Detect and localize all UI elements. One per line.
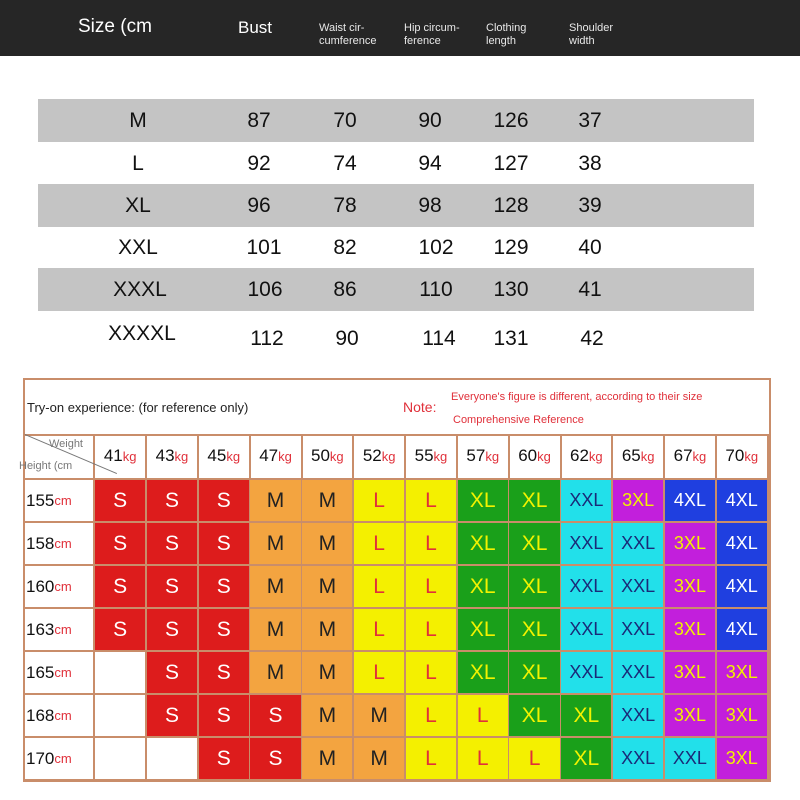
weight-value: 52	[362, 446, 382, 465]
size-label: 4XL	[673, 490, 706, 510]
size-label: XL	[573, 746, 600, 770]
size-label: M	[318, 617, 337, 641]
corner-weight-label: Weight	[48, 438, 83, 450]
size-label: L	[425, 746, 437, 770]
bust-cell: 112	[250, 327, 284, 350]
size-cell	[717, 652, 769, 695]
note-row	[25, 380, 769, 436]
size-cell	[302, 609, 354, 652]
size-cell	[354, 480, 406, 523]
weight-unit: kg	[640, 448, 655, 464]
size-cell	[147, 695, 199, 738]
size-label: XXL	[569, 619, 604, 639]
height-header	[25, 566, 95, 609]
height-header	[25, 609, 95, 652]
size-cell	[509, 652, 561, 695]
weight-header	[613, 434, 665, 480]
header-waist: Waist cir- cumference	[319, 22, 377, 47]
size-label: 4XL	[725, 619, 758, 639]
size-row	[38, 99, 754, 142]
size-label: S	[268, 703, 283, 727]
size-label: S	[216, 660, 231, 684]
height-value: 155	[26, 490, 55, 510]
note-label: Note:	[403, 399, 437, 415]
weight-header	[147, 434, 199, 480]
waist-cell: 70	[333, 109, 357, 132]
size-label: S	[216, 617, 231, 641]
size-cell	[458, 523, 510, 566]
size-label: XXL	[569, 533, 604, 553]
size-cell	[250, 609, 302, 652]
size-cell	[665, 566, 717, 609]
height-unit: cm	[54, 751, 72, 766]
size-label: L	[425, 617, 437, 641]
size-cell	[199, 652, 251, 695]
size-label: XXL	[621, 576, 656, 596]
size-row	[38, 312, 754, 355]
size-label: S	[164, 574, 179, 598]
size-label: L	[425, 703, 437, 727]
size-cell	[509, 609, 561, 652]
weight-value: 57	[466, 446, 486, 465]
size-cell	[561, 652, 613, 695]
height-value: 165	[26, 662, 55, 682]
shoulder-cell: 42	[580, 327, 604, 350]
size-cell	[302, 480, 354, 523]
size-cell	[561, 695, 613, 738]
size-cell	[406, 695, 458, 738]
size-label: L	[373, 531, 385, 555]
height-header	[25, 738, 95, 781]
size-label: S	[216, 574, 231, 598]
weight-value: 65	[621, 446, 641, 465]
size-cell	[406, 738, 458, 781]
size-cell	[458, 609, 510, 652]
size-cell	[95, 609, 147, 652]
hip-cell: 94	[418, 152, 442, 175]
size-cell	[561, 609, 613, 652]
size-label: 3XL	[673, 576, 706, 596]
hip-cell: 110	[419, 278, 453, 301]
size-cell	[302, 566, 354, 609]
bust-cell: 87	[247, 109, 271, 132]
size-label: M	[266, 488, 285, 512]
size-label: S	[113, 574, 128, 598]
size-cell	[458, 652, 510, 695]
height-unit: cm	[54, 579, 72, 594]
size-cell	[613, 480, 665, 523]
size-label: XL	[573, 703, 600, 727]
size-cell	[147, 480, 199, 523]
weight-unit: kg	[174, 448, 189, 464]
size-cell	[458, 480, 510, 523]
size-cell	[717, 523, 769, 566]
size-cell	[665, 609, 717, 652]
size-cell	[613, 523, 665, 566]
size-label: M	[318, 703, 337, 727]
size-label: XL	[521, 617, 548, 641]
weight-header	[561, 434, 613, 480]
weight-header	[354, 434, 406, 480]
size-label: 4XL	[725, 576, 758, 596]
header-length: Clothing length	[486, 22, 527, 47]
weight-header	[458, 434, 510, 480]
size-cell: XXXL	[113, 278, 167, 301]
height-value: 163	[26, 619, 55, 639]
size-cell	[406, 566, 458, 609]
size-label: XXL	[569, 490, 604, 510]
weight-unit: kg	[381, 448, 396, 464]
size-label: XXL	[672, 748, 707, 768]
size-cell	[95, 652, 147, 695]
size-cell	[458, 738, 510, 781]
size-cell	[717, 738, 769, 781]
size-label: XXL	[621, 705, 656, 725]
size-label: S	[164, 531, 179, 555]
size-label: M	[318, 531, 337, 555]
size-label: S	[164, 703, 179, 727]
size-label: L	[373, 617, 385, 641]
waist-cell: 78	[333, 194, 357, 217]
shoulder-cell: 39	[578, 194, 602, 217]
weight-unit: kg	[122, 448, 137, 464]
weight-header	[199, 434, 251, 480]
size-label: XXL	[569, 662, 604, 682]
size-row	[38, 268, 754, 311]
size-label: L	[476, 746, 489, 770]
size-label: M	[318, 746, 337, 770]
size-label: XL	[469, 617, 496, 641]
size-label: S	[113, 531, 128, 555]
weight-value: 60	[518, 446, 538, 465]
size-cell	[250, 523, 302, 566]
size-cell	[302, 695, 354, 738]
size-cell	[354, 609, 406, 652]
size-cell	[147, 523, 199, 566]
size-row	[38, 142, 754, 185]
size-label: M	[266, 574, 285, 598]
size-cell	[147, 652, 199, 695]
header-bust: Bust	[238, 18, 273, 37]
height-header	[25, 480, 95, 523]
weight-header	[302, 434, 354, 480]
size-cell	[95, 523, 147, 566]
size-cell	[199, 609, 251, 652]
size-label: L	[373, 488, 385, 512]
tryon-note: Try-on experience: (for reference only)	[27, 400, 249, 415]
size-label: 4XL	[725, 490, 758, 510]
size-cell	[458, 566, 510, 609]
size-cell	[354, 738, 406, 781]
size-cell	[458, 695, 510, 738]
weight-value: 55	[414, 446, 434, 465]
size-label: XXL	[621, 533, 656, 553]
weight-unit: kg	[485, 448, 500, 464]
size-cell	[354, 523, 406, 566]
size-label: XL	[469, 488, 496, 512]
size-label: S	[113, 617, 128, 641]
size-cell	[406, 652, 458, 695]
size-label: XL	[521, 660, 548, 684]
size-label: XL	[521, 574, 548, 598]
size-cell	[406, 480, 458, 523]
size-cell	[354, 566, 406, 609]
weight-unit: kg	[226, 448, 241, 464]
waist-cell: 86	[333, 278, 357, 301]
shoulder-cell: 37	[578, 109, 602, 132]
size-label: XXL	[621, 662, 656, 682]
size-label: XXL	[621, 619, 656, 639]
size-label: 3XL	[725, 705, 758, 725]
header-size: Size (cm	[78, 16, 152, 37]
height-header	[25, 695, 95, 738]
size-cell: XXXXL	[108, 322, 176, 345]
size-cell	[250, 480, 302, 523]
size-cell	[147, 738, 199, 781]
size-label: M	[370, 746, 388, 770]
size-cell	[199, 566, 251, 609]
size-cell: L	[132, 152, 144, 175]
size-cell	[717, 609, 769, 652]
length-cell: 129	[493, 236, 529, 259]
weight-unit: kg	[329, 448, 344, 464]
size-cell	[717, 480, 769, 523]
size-label: S	[216, 703, 231, 727]
size-cell	[199, 738, 251, 781]
size-cell	[199, 480, 251, 523]
size-cell	[95, 695, 147, 738]
waist-cell: 74	[333, 152, 357, 175]
weight-header	[406, 434, 458, 480]
size-label: 3XL	[673, 705, 706, 725]
size-cell	[561, 566, 613, 609]
length-cell: 127	[493, 152, 529, 175]
height-value: 168	[26, 705, 55, 725]
length-cell: 131	[493, 327, 529, 350]
size-cell: XXL	[118, 236, 158, 259]
weight-unit: kg	[537, 448, 551, 464]
size-label: L	[425, 574, 437, 598]
size-cell	[613, 566, 665, 609]
size-cell	[509, 480, 561, 523]
height-value: 158	[26, 533, 55, 553]
weight-header	[95, 434, 147, 480]
size-label: M	[370, 703, 388, 727]
size-label: L	[373, 660, 385, 684]
length-cell: 126	[493, 109, 529, 132]
size-cell	[406, 523, 458, 566]
corner-header	[19, 434, 95, 480]
size-label: M	[266, 617, 285, 641]
size-cell	[717, 566, 769, 609]
height-value: 170	[26, 748, 55, 768]
height-value: 160	[26, 576, 55, 596]
length-cell: 128	[493, 194, 529, 217]
size-label: L	[373, 574, 385, 598]
weight-value: 62	[570, 446, 589, 465]
weight-value: 47	[259, 446, 279, 465]
size-cell	[406, 609, 458, 652]
size-label: L	[528, 746, 541, 770]
weight-unit: kg	[744, 448, 759, 464]
size-cell	[95, 480, 147, 523]
size-label: 3XL	[673, 619, 706, 639]
size-cell	[147, 609, 199, 652]
weight-value: 43	[155, 446, 175, 465]
size-label: M	[318, 660, 337, 684]
size-label: S	[164, 617, 179, 641]
height-unit: cm	[54, 665, 72, 680]
bust-cell: 101	[246, 236, 282, 259]
weight-unit: kg	[588, 448, 603, 464]
size-label: M	[318, 488, 337, 512]
size-cell	[613, 652, 665, 695]
size-cell	[665, 652, 717, 695]
size-label: L	[425, 660, 437, 684]
size-cell	[199, 695, 251, 738]
hip-cell: 102	[418, 236, 454, 259]
size-cell	[665, 738, 717, 781]
size-cell	[250, 695, 302, 738]
waist-cell: 82	[333, 236, 357, 259]
size-label: S	[113, 488, 128, 512]
size-label: XXL	[569, 576, 604, 596]
size-cell	[561, 738, 613, 781]
size-label: M	[266, 660, 285, 684]
size-label: S	[216, 488, 231, 512]
corner-height-label: Height (cm	[19, 460, 73, 472]
weight-header	[665, 434, 717, 480]
header-shoulder: Shoulder width	[569, 22, 614, 47]
size-label: XL	[521, 531, 548, 555]
bust-cell: 96	[247, 194, 271, 217]
size-label: 3XL	[725, 662, 758, 682]
size-cell	[199, 523, 251, 566]
shoulder-cell: 40	[578, 236, 602, 259]
size-cell	[613, 695, 665, 738]
note-line-2: Comprehensive Reference	[453, 414, 584, 426]
size-label: 3XL	[673, 662, 706, 682]
weight-value: 70	[725, 446, 745, 465]
size-cell	[561, 523, 613, 566]
hip-cell: 98	[418, 194, 442, 217]
height-unit: cm	[54, 708, 72, 723]
weight-header	[717, 434, 769, 480]
size-label: XL	[521, 488, 548, 512]
weight-value: 41	[103, 446, 123, 465]
size-label: S	[164, 488, 179, 512]
weight-value: 67	[673, 446, 693, 465]
size-cell	[302, 738, 354, 781]
size-label: XL	[521, 703, 548, 727]
size-cell: M	[129, 109, 147, 132]
size-cell	[665, 695, 717, 738]
weight-height-chart	[19, 378, 771, 782]
size-label: 3XL	[725, 748, 758, 768]
size-label: XL	[469, 660, 496, 684]
size-cell	[302, 523, 354, 566]
size-cell	[509, 566, 561, 609]
size-cell	[95, 566, 147, 609]
size-label: S	[164, 660, 179, 684]
weight-unit: kg	[278, 448, 292, 464]
weight-header	[250, 434, 302, 480]
weight-header	[509, 434, 561, 480]
shoulder-cell: 38	[578, 152, 602, 175]
size-label: L	[425, 531, 437, 555]
height-unit: cm	[54, 622, 72, 637]
size-cell	[250, 652, 302, 695]
size-cell	[250, 738, 302, 781]
bust-cell: 106	[247, 278, 283, 301]
size-cell	[509, 738, 561, 781]
bust-cell: 92	[247, 152, 271, 175]
header-bar	[0, 0, 800, 56]
size-row	[38, 226, 754, 269]
weight-value: 45	[207, 446, 227, 465]
size-cell	[665, 480, 717, 523]
size-label: M	[266, 531, 285, 555]
size-label: XXL	[621, 748, 656, 768]
size-cell: XL	[125, 194, 151, 217]
size-cell	[147, 566, 199, 609]
size-cell	[561, 480, 613, 523]
size-row	[38, 184, 754, 227]
size-label: XL	[469, 531, 496, 555]
size-cell	[95, 738, 147, 781]
size-label: L	[476, 703, 489, 727]
size-label: S	[216, 531, 231, 555]
size-label: M	[318, 574, 337, 598]
size-cell	[250, 566, 302, 609]
height-header	[25, 652, 95, 695]
size-label: L	[425, 488, 437, 512]
size-label: S	[216, 746, 231, 770]
size-cell	[665, 523, 717, 566]
length-cell: 130	[493, 278, 529, 301]
size-cell	[717, 695, 769, 738]
shoulder-cell: 41	[578, 278, 602, 301]
hip-cell: 114	[422, 327, 456, 350]
size-label: XL	[469, 574, 496, 598]
weight-unit: kg	[433, 448, 448, 464]
size-label: 3XL	[622, 490, 655, 510]
weight-value: 50	[311, 446, 330, 465]
size-cell	[354, 652, 406, 695]
size-cell	[509, 695, 561, 738]
height-unit: cm	[54, 493, 72, 508]
size-cell	[613, 609, 665, 652]
hip-cell: 90	[418, 109, 442, 132]
size-label: 3XL	[673, 533, 706, 553]
height-unit: cm	[54, 536, 72, 551]
size-cell	[509, 523, 561, 566]
size-cell	[613, 738, 665, 781]
weight-unit: kg	[692, 448, 707, 464]
height-header	[25, 523, 95, 566]
size-label: S	[268, 746, 283, 770]
size-label: 4XL	[725, 533, 758, 553]
size-cell	[354, 695, 406, 738]
waist-cell: 90	[335, 327, 359, 350]
size-cell	[302, 652, 354, 695]
header-hip: Hip circum- ference	[404, 22, 460, 47]
note-line-1: Everyone's figure is different, according to their size	[451, 391, 703, 403]
